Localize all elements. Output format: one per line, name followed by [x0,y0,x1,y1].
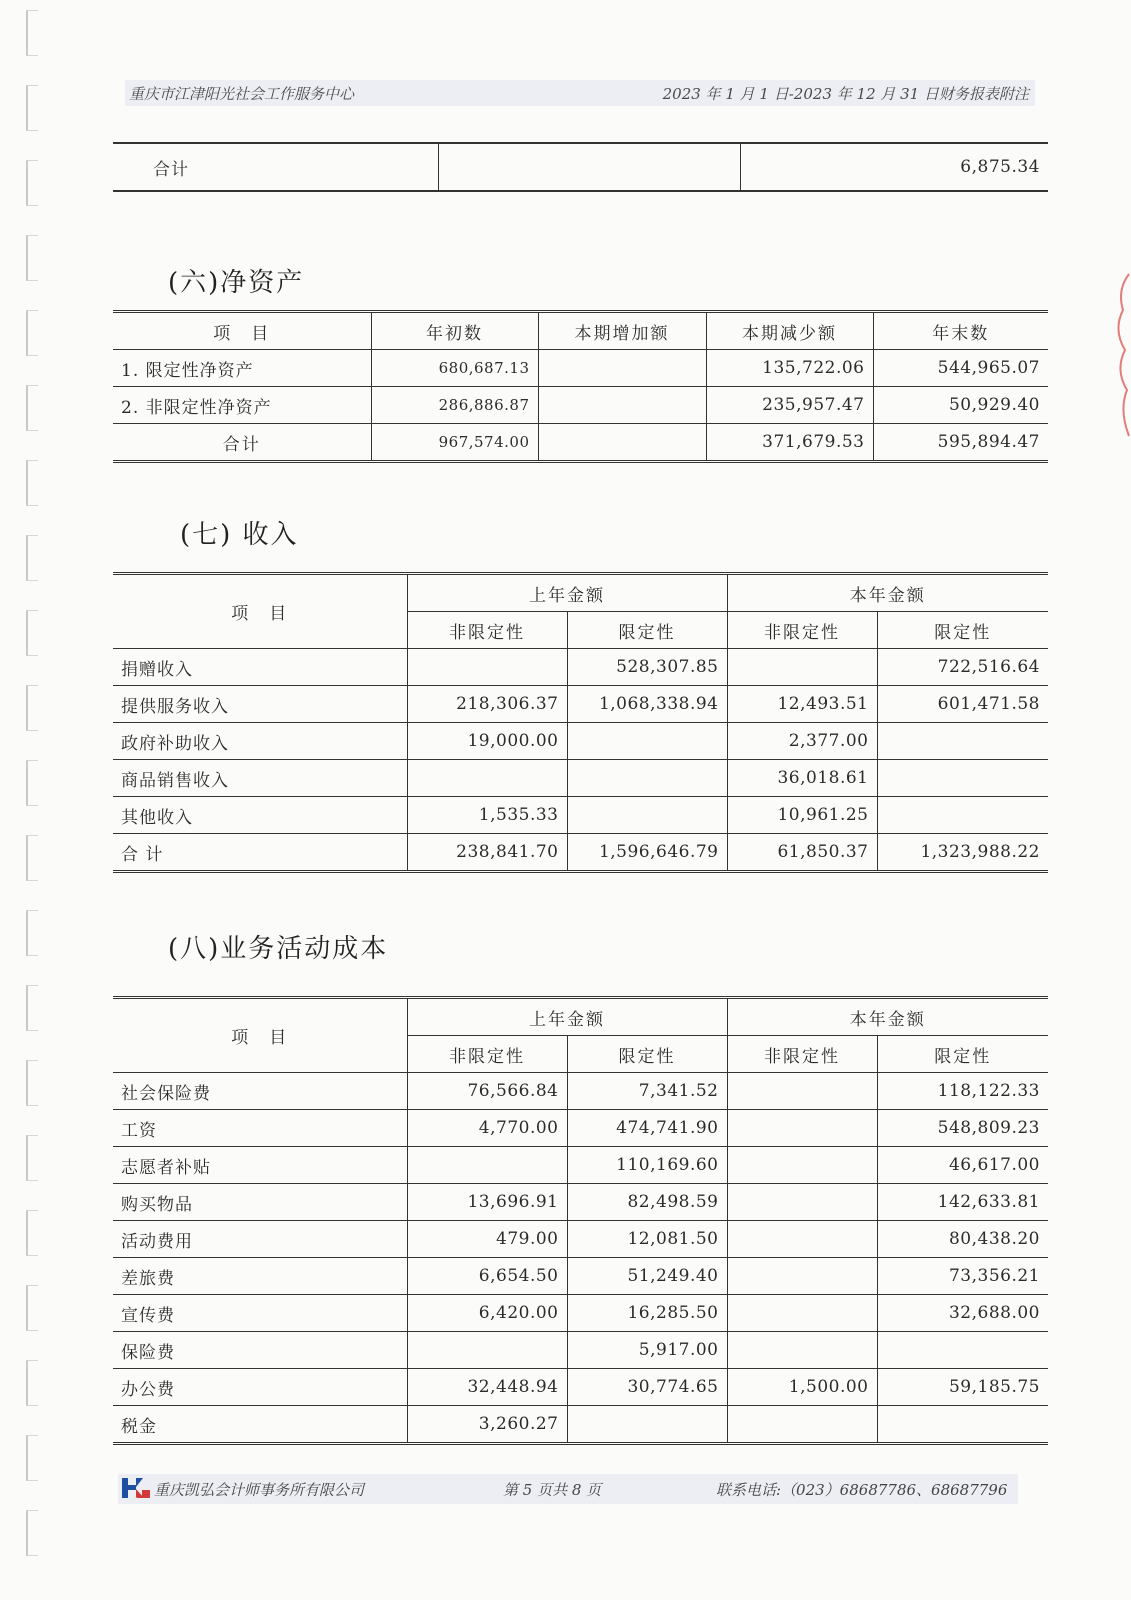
cell-value: 544,965.07 [873,350,1048,387]
net-assets-table [113,310,1048,463]
cell-value: 479.00 [407,1221,567,1258]
cell-value: 50,929.40 [873,387,1048,424]
hk-logo-icon [120,1476,152,1500]
cell-value [538,387,706,424]
footer-page-number: 第 5 页共 8 页 [503,1481,602,1499]
cell-value [727,649,877,686]
table-row [113,797,1048,834]
table-row [113,649,1048,686]
binding-edge [20,0,50,1600]
header-item: 项 目 [231,604,289,624]
cell-value: 51,249.40 [567,1258,727,1295]
cell-value: 680,687.13 [371,350,538,387]
cell-value: 286,886.87 [371,387,538,424]
section6-title: (六)净资产 [168,268,305,298]
header-this-year: 本年金额 [727,574,1048,612]
row-label: 志愿者补贴 [113,1147,407,1184]
business-cost-table [113,996,1048,1445]
header-item: 项 目 [231,1028,289,1048]
header-org: 重庆市江津阳光社会工作服务中心 [129,85,355,103]
cell-value: 3,260.27 [407,1406,567,1444]
cell-value: 80,438.20 [877,1221,1048,1258]
row-label: 宣传费 [113,1295,407,1332]
cell-value [727,1295,877,1332]
section7-title: (七) 收入 [180,520,299,550]
cell-value [407,1332,567,1369]
cell-value: 474,741.90 [567,1110,727,1147]
cell-value [538,350,706,387]
cell-value: 110,169.60 [567,1147,727,1184]
cell-value: 595,894.47 [873,424,1048,462]
cell-value [727,1258,877,1295]
table-row [113,350,1048,387]
header-closing: 年末数 [873,312,1048,350]
cell-value: 135,722.06 [706,350,873,387]
table-row [113,834,1048,872]
row-label: 商品销售收入 [113,760,407,797]
table-row [113,143,1048,191]
cell-value: 32,688.00 [877,1295,1048,1332]
income-table [113,572,1048,873]
subheader-unrestricted: 非限定性 [407,1036,567,1073]
row-label: 捐赠收入 [113,649,407,686]
cell-value: 548,809.23 [877,1110,1048,1147]
cell-value: 1,068,338.94 [567,686,727,723]
cell-value: 46,617.00 [877,1147,1048,1184]
cell-value: 61,850.37 [727,834,877,872]
header-this-year: 本年金额 [727,998,1048,1036]
row-label: 税金 [113,1406,407,1444]
cell-value: 4,770.00 [407,1110,567,1147]
cell-value [567,760,727,797]
table-header-row [113,574,1048,612]
cell-value [567,797,727,834]
cell-value: 5,917.00 [567,1332,727,1369]
cell-value: 1,500.00 [727,1369,877,1406]
row-label: 合 计 [113,834,407,872]
header-prev-year: 上年金额 [407,998,727,1036]
table-row [113,1295,1048,1332]
cell-value: 12,081.50 [567,1221,727,1258]
row-label: 差旅费 [113,1258,407,1295]
table-row [113,723,1048,760]
cell-value [727,1332,877,1369]
header-decrease: 本期减少额 [706,312,873,350]
cell-value [567,1406,727,1444]
cell-value [538,424,706,462]
cell-value: 32,448.94 [407,1369,567,1406]
table-row [113,1147,1048,1184]
row-label: 1. 限定性净资产 [113,350,371,387]
cell-value: 528,307.85 [567,649,727,686]
table-row [113,1406,1048,1444]
cell-value [567,723,727,760]
cell-value: 238,841.70 [407,834,567,872]
footer-phone: 联系电话:（023）68687786、68687796 [716,1481,1008,1499]
cell-value [727,1184,877,1221]
cell-value: 1,535.33 [407,797,567,834]
row-label: 购买物品 [113,1184,407,1221]
table-row [113,387,1048,424]
row-label: 保险费 [113,1332,407,1369]
cell-value: 59,185.75 [877,1369,1048,1406]
cell-value: 371,679.53 [706,424,873,462]
cell-value: 7,341.52 [567,1073,727,1110]
subheader-restricted: 限定性 [877,612,1048,649]
subheader-unrestricted: 非限定性 [727,1036,877,1073]
cell-value: 12,493.51 [727,686,877,723]
table-row [113,424,1048,462]
cell-value: 13,696.91 [407,1184,567,1221]
table-row [113,760,1048,797]
row-label: 提供服务收入 [113,686,407,723]
cell-value [877,797,1048,834]
table-row [113,1332,1048,1369]
header-period: 2023 年 1 月 1 日-2023 年 12 月 31 日财务报表附注 [662,85,1029,103]
section8-title: (八)业务活动成本 [168,934,389,964]
header-item: 项 目 [213,323,271,344]
row-label: 活动费用 [113,1221,407,1258]
cell-value [727,1406,877,1444]
table-row [113,1369,1048,1406]
row-label: 其他收入 [113,797,407,834]
cell-value: 1,323,988.22 [877,834,1048,872]
cell-value: 36,018.61 [727,760,877,797]
header-increase: 本期增加额 [538,312,706,350]
cell-value [727,1073,877,1110]
row-label: 社会保险费 [113,1073,407,1110]
footer-firm: 重庆凯弘会计师事务所有限公司 [154,1481,365,1499]
table-row [113,686,1048,723]
cell-value [877,760,1048,797]
subheader-restricted: 限定性 [567,1036,727,1073]
total-value: 6,875.34 [740,143,1048,191]
seal-edge-mark [1109,270,1131,440]
table-row [113,1073,1048,1110]
table-row [113,1184,1048,1221]
cell-value [407,760,567,797]
cell-value: 19,000.00 [407,723,567,760]
header-prev-year: 上年金额 [407,574,727,612]
cell-value: 30,774.65 [567,1369,727,1406]
cell-value: 142,633.81 [877,1184,1048,1221]
cell-value: 118,122.33 [877,1073,1048,1110]
cell-value: 73,356.21 [877,1258,1048,1295]
cell-value [727,1110,877,1147]
table-header-row [113,998,1048,1036]
subheader-restricted: 限定性 [567,612,727,649]
table-header-row [113,312,1048,350]
table-row [113,1110,1048,1147]
cell-value [407,649,567,686]
table-row [113,1258,1048,1295]
cell-value: 218,306.37 [407,686,567,723]
page-footer [118,1474,1018,1504]
cell-value [407,1147,567,1184]
cell-value: 601,471.58 [877,686,1048,723]
cell-value [877,723,1048,760]
row-label: 合计 [113,424,371,462]
cell-value [877,1332,1048,1369]
cell-value: 82,498.59 [567,1184,727,1221]
row-label: 工资 [113,1110,407,1147]
cell-value: 6,420.00 [407,1295,567,1332]
cell-value: 6,654.50 [407,1258,567,1295]
row-label: 2. 非限定性净资产 [113,387,371,424]
table-row [113,1221,1048,1258]
cell-value: 722,516.64 [877,649,1048,686]
page-header [125,80,1035,106]
total-label: 合计 [153,159,189,180]
empty-cell [438,143,740,191]
header-opening: 年初数 [371,312,538,350]
cell-value [727,1147,877,1184]
cell-value: 2,377.00 [727,723,877,760]
cell-value: 967,574.00 [371,424,538,462]
cell-value [727,1221,877,1258]
cell-value: 10,961.25 [727,797,877,834]
subheader-unrestricted: 非限定性 [727,612,877,649]
subheader-unrestricted: 非限定性 [407,612,567,649]
subheader-restricted: 限定性 [877,1036,1048,1073]
cell-value: 1,596,646.79 [567,834,727,872]
cell-value: 76,566.84 [407,1073,567,1110]
cell-value: 235,957.47 [706,387,873,424]
cell-value [877,1406,1048,1444]
cell-value: 16,285.50 [567,1295,727,1332]
row-label: 办公费 [113,1369,407,1406]
row-label: 政府补助收入 [113,723,407,760]
previous-table-total [113,142,1048,192]
